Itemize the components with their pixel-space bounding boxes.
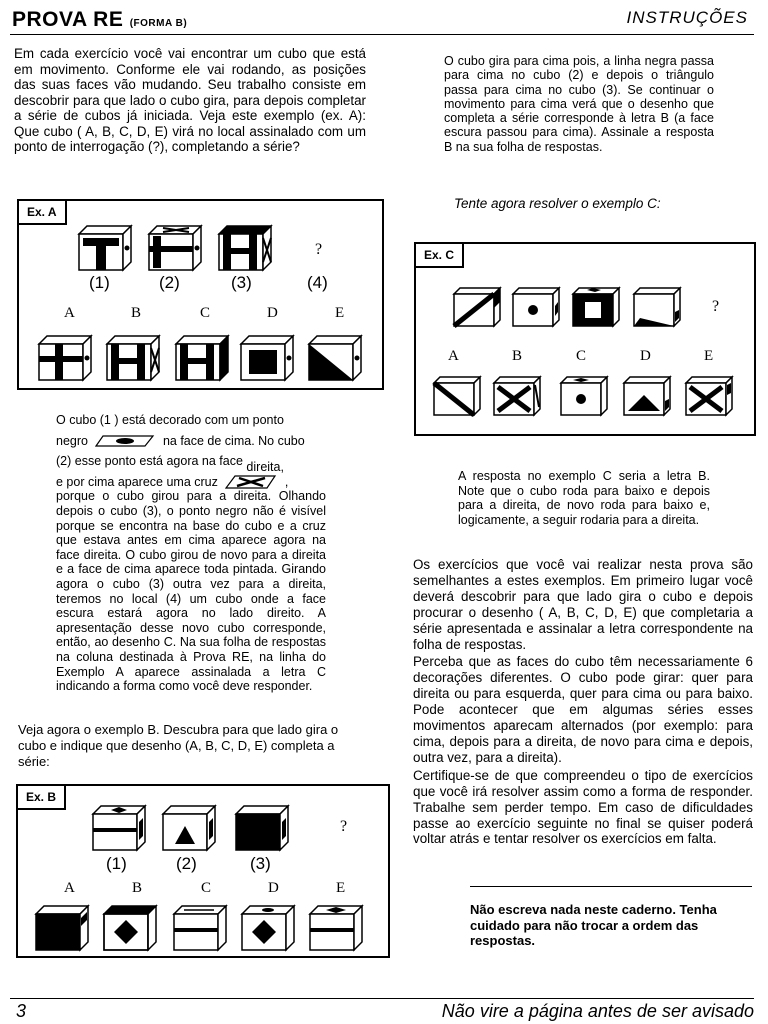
cube-a1 — [79, 226, 131, 270]
exB-question-mark: ? — [340, 818, 348, 835]
footer-notice: Não vire a página antes de ser avisado — [441, 1001, 754, 1021]
body-paragraph-1: Os exercícios que você vai realizar nesta prova são semelhantes a estes exemplos. Em primeiro lugar você deverá descobrir para que lado gira o cubo e depois procurar o desenho ( A, B, C, D, E) que completaria a série apresentada e assinalar a letra correspondente na folha de respostas. — [413, 557, 753, 652]
cube-c3 — [573, 288, 619, 326]
exC-question-mark: ? — [712, 298, 720, 315]
exA-explain-line1: O cubo (1 ) está decorado com um ponto — [56, 413, 284, 427]
cube-b2 — [163, 806, 215, 850]
exA-explain-line2 — [56, 434, 326, 449]
header-rule — [10, 34, 754, 35]
cube-b1 — [93, 806, 145, 850]
exC-letter-b: B — [512, 348, 523, 364]
exB-num-3: (3) — [250, 854, 271, 873]
body-paragraph-3: Certifique-se de que compreendeu o tipo de exercícios que você irá resolver assim como a forma de responder. Trabalhe sem perder tempo. Em caso de dificuldades passe ao exercício seguinte no final se quiser poderá voltar atrás e tentar resolver os exercícios em falta. — [413, 767, 753, 847]
intro-paragraph: Em cada exercício você vai encontrar um cubo que está em movimento. Conforme ele vai rodando, as posições das suas faces vão mudando. Seu trabalho consiste em descobrir para que lado o cubo gira, para depois completar a série de cubos já iniciada. Veja este exemplo (ex. A): Que cubo ( A, B, C, D, E) virá no local assinalado com um ponto de interrogação (?), completando a série? — [14, 46, 366, 154]
cube-b-option-b — [104, 906, 156, 950]
exA-letter-a: A — [64, 305, 75, 321]
exA-explain-rest: porque o cubo girou para a direita. Olhando depois o cubo (3), o ponto negro não é visível porque se encontra na base do cubo e a cruz que estava antes em cima aparece agora na face direita. O cubo girou de novo para a direita e a face de cima aparece toda pintada. Girando agora o cubo (3) outra vez para a direita, teremos no local (4) um cubo onde a face escura estará agora no lado direito. A apresentação desse novo cubo corresponde, então, ao desenho C. Na sua folha de respostas na coluna destinada à Prova RE, na linha do Exemplo A aparece assinalada a letra C indicando a forma como você deve responder. — [56, 489, 326, 694]
cube-c-option-e — [686, 377, 732, 415]
exC-letter-d: D — [640, 348, 651, 364]
cube-a-option-e — [309, 336, 361, 380]
cube-c-option-d — [624, 377, 670, 415]
exA-explain-cross: e por cima aparece uma cruz — [56, 474, 218, 489]
warning-text: Não escreva nada neste caderno. Tenha cuidado para não trocar a ordem das respostas. — [470, 902, 717, 948]
exB-letter-a: A — [64, 880, 75, 896]
cube-a2 — [149, 226, 201, 270]
page-number: 3 — [16, 1001, 27, 1021]
exA-explanation — [56, 413, 326, 694]
exB-num-2: (2) — [176, 854, 197, 873]
exA-num-1: (1) — [89, 273, 110, 292]
exA-answer-paragraph: O cubo gira para cima pois, a linha negra passa para cima no cubo (2) e depois o triângulo passa para cima no cubo (3). Se continuar o movimento para cima verá que o desenho que completa a série corresponde à letra B (a face escura passou para cima). Assinale a resposta B na sua folha de respostas. — [444, 54, 714, 154]
exA-explain-face-text: (2) esse ponto está agora na face — [56, 454, 243, 469]
cube-b3 — [236, 806, 288, 850]
body-paragraph-2: Perceba que as faces do cubo têm necessariamente 6 decorações diferentes. O cubo pode girar: quer para direita ou para esquerda, quer para cima ou para baixo. Pode acontecer que em algumas séries esses movimentos aparecam alternados (por exemplo: para cima, depois para a direita, de novo para cima e depois, outra vez, para a direita). — [413, 654, 753, 765]
exA-num-3: (3) — [231, 273, 252, 292]
exB-letter-e: E — [336, 880, 346, 896]
page-title — [12, 8, 187, 32]
footer-rule — [10, 998, 754, 999]
example-b-box — [16, 784, 390, 958]
cube-c2 — [513, 288, 559, 326]
cube-b-option-d — [242, 906, 294, 950]
exA-num-4: (4) — [307, 273, 328, 292]
exA-letter-c: C — [200, 305, 211, 321]
example-a-figures — [19, 201, 382, 388]
cross-face-icon — [225, 475, 277, 489]
exA-question-mark: ? — [315, 241, 323, 258]
title-text: PROVA RE — [12, 8, 124, 31]
example-a-label: Ex. A — [19, 201, 67, 225]
exB-letter-c: C — [201, 880, 212, 896]
cube-c-option-b — [494, 377, 540, 415]
exC-letter-c: C — [576, 348, 587, 364]
dot-face-icon — [95, 435, 155, 447]
exA-explain-comma: , — [284, 474, 289, 489]
exC-letter-a: A — [448, 348, 459, 364]
right-body — [413, 557, 753, 847]
exA-explain-right: direita, — [246, 460, 284, 475]
exA-explain-line4 — [56, 475, 326, 490]
example-c-label: Ex. C — [416, 244, 464, 268]
exC-answer-paragraph: A resposta no exemplo C seria a letra B. Note que o cubo roda para baixo e depois para a direita, de novo roda para baixo e, logicamente, a seguir rodaria para a direita. — [458, 469, 710, 527]
exA-letter-b: B — [131, 305, 142, 321]
exA-explain-face: na face de cima. No cubo — [162, 433, 305, 448]
exB-letter-b: B — [132, 880, 143, 896]
warning-rule — [470, 886, 752, 887]
exC-letter-e: E — [704, 348, 714, 364]
cube-b-option-c — [174, 906, 226, 950]
cube-c-option-a — [434, 377, 480, 415]
exA-num-2: (2) — [159, 273, 180, 292]
exB-num-1: (1) — [106, 854, 127, 873]
exB-letter-d: D — [268, 880, 279, 896]
exA-explain-negro: negro — [56, 433, 88, 448]
example-b-label: Ex. B — [18, 786, 66, 810]
cube-a-option-b — [107, 336, 159, 380]
example-c-figures — [416, 244, 754, 434]
cube-c4 — [634, 288, 680, 326]
cube-a-option-d — [241, 336, 293, 380]
example-a-box — [17, 199, 384, 390]
cube-b-option-e — [310, 906, 362, 950]
cube-b-option-a — [36, 906, 88, 950]
cube-a-option-c — [176, 336, 228, 380]
cube-a-option-a — [39, 336, 91, 380]
example-b-figures — [18, 786, 388, 956]
exA-explain-line3 — [56, 454, 326, 475]
exA-letter-e: E — [335, 305, 345, 321]
cube-a3 — [219, 226, 271, 270]
exA-letter-d: D — [267, 305, 278, 321]
cube-c1 — [454, 288, 500, 326]
title-form: (FORMA B) — [129, 18, 188, 29]
cube-c-option-c — [561, 377, 607, 415]
try-example-c: Tente agora resolver o exemplo C: — [454, 196, 661, 211]
example-c-box — [414, 242, 756, 436]
exB-intro: Veja agora o exemplo B. Descubra para que lado gira o cubo e indique que desenho (A, B, C, D, E) completa a série: — [18, 722, 339, 769]
section-title: INSTRUÇÕES — [626, 8, 748, 27]
